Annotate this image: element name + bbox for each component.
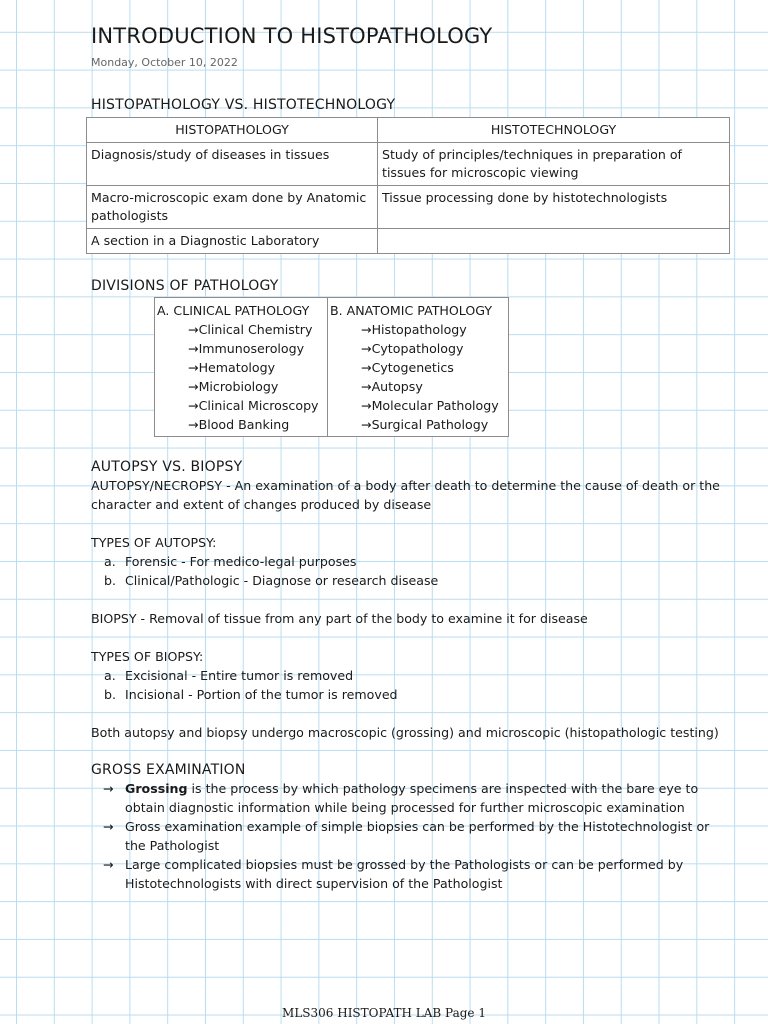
biopsy-types-list	[91, 666, 398, 704]
list-item: →Molecular Pathology	[361, 398, 499, 413]
section-heading-gross-examination: GROSS EXAMINATION	[91, 762, 246, 778]
list-item: a. Excisional - Entire tumor is removed	[104, 668, 354, 683]
list-item: →Hematology	[188, 360, 276, 375]
list-item: →Surgical Pathology	[361, 417, 489, 432]
table-row	[87, 229, 730, 254]
clinical-pathology-heading: A. CLINICAL PATHOLOGY	[157, 303, 310, 318]
list-item: → Grossing is the process by which pathology specimens are inspected with the bare eye to obtain diagnostic information while being processed for further microscopic examination	[103, 781, 699, 815]
biopsy-definition: BIOPSY - Removal of tissue from any part of the body to examine it for disease	[91, 611, 588, 626]
arrow-right-icon: →	[188, 341, 199, 356]
arrow-right-icon: →	[103, 857, 114, 872]
biopsy-types-heading: TYPES OF BIOPSY:	[91, 649, 204, 664]
clinical-pathology-column	[155, 298, 328, 437]
list-item: →Cytogenetics	[361, 360, 454, 375]
divisions-table	[154, 297, 509, 437]
page-date: Monday, October 10, 2022	[91, 56, 238, 69]
list-item: →Immunoserology	[188, 341, 305, 356]
arrow-right-icon: →	[361, 417, 372, 432]
arrow-right-icon: →	[188, 379, 199, 394]
list-item: →Histopathology	[361, 322, 467, 337]
page-title: INTRODUCTION TO HISTOPATHOLOGY	[91, 24, 493, 48]
autopsy-types-list	[91, 552, 438, 590]
list-item: → Large complicated biopsies must be grossed by the Pathologists or can be performed by Histotechnologists with direct supervision of the Pathologist	[103, 857, 684, 891]
table-cell: Diagnosis/study of diseases in tissues	[87, 143, 378, 186]
list-item: →Cytopathology	[361, 341, 464, 356]
list-item: → Gross examination example of simple biopsies can be performed by the Histotechnologist or the Pathologist	[103, 819, 710, 853]
section-heading-autopsy-vs-biopsy: AUTOPSY VS. BIOPSY	[91, 459, 243, 475]
list-item: b. Clinical/Pathologic - Diagnose or research disease	[104, 573, 439, 588]
table-cell: Macro-microscopic exam done by Anatomic pathologists	[87, 186, 378, 229]
arrow-right-icon: →	[103, 819, 114, 834]
arrow-right-icon: →	[361, 379, 372, 394]
arrow-right-icon: →	[361, 341, 372, 356]
table-cell: Tissue processing done by histotechnologists	[378, 186, 730, 229]
table-row	[87, 143, 730, 186]
list-item: b. Incisional - Portion of the tumor is removed	[104, 687, 398, 702]
arrow-right-icon: →	[188, 322, 199, 337]
gross-examination-list	[91, 779, 727, 893]
arrow-right-icon: →	[361, 322, 372, 337]
page-footer: MLS306 HISTOPATH LAB Page 1	[282, 1006, 486, 1020]
list-item: →Blood Banking	[188, 417, 290, 432]
anatomic-pathology-column	[328, 298, 509, 437]
arrow-right-icon: →	[361, 360, 372, 375]
arrow-right-icon: →	[188, 417, 199, 432]
arrow-right-icon: →	[188, 360, 199, 375]
section-heading-divisions-of-pathology: DIVISIONS OF PATHOLOGY	[91, 278, 279, 294]
list-item: →Microbiology	[188, 379, 279, 394]
comparison-table	[86, 117, 730, 254]
list-item: →Autopsy	[361, 379, 423, 394]
table-cell: Study of principles/techniques in preparation of tissues for microscopic viewing	[378, 143, 730, 186]
autopsy-types-heading: TYPES OF AUTOPSY:	[91, 535, 217, 550]
list-item: →Clinical Microscopy	[188, 398, 319, 413]
arrow-right-icon: →	[103, 781, 114, 796]
table-header-cell: HISTOTECHNOLOGY	[378, 118, 730, 143]
anatomic-pathology-heading: B. ANATOMIC PATHOLOGY	[330, 303, 493, 318]
table-cell: A section in a Diagnostic Laboratory	[87, 229, 378, 254]
table-row	[87, 186, 730, 229]
autopsy-definition: AUTOPSY/NECROPSY - An examination of a body after death to determine the cause of death or the character and extent of changes produced by disease	[91, 478, 720, 512]
both-statement: Both autopsy and biopsy undergo macroscopic (grossing) and microscopic (histopathologic testing)	[91, 725, 719, 740]
table-cell	[378, 229, 730, 254]
grossing-term: Grossing	[125, 781, 188, 796]
table-row	[155, 298, 509, 437]
list-item: a. Forensic - For medico-legal purposes	[104, 554, 357, 569]
arrow-right-icon: →	[361, 398, 372, 413]
table-header-cell: HISTOPATHOLOGY	[87, 118, 378, 143]
table-header-row	[87, 118, 730, 143]
list-item: →Clinical Chemistry	[188, 322, 313, 337]
section-heading-histopathology-vs-histotechnology: HISTOPATHOLOGY VS. HISTOTECHNOLOGY	[91, 97, 396, 113]
arrow-right-icon: →	[188, 398, 199, 413]
